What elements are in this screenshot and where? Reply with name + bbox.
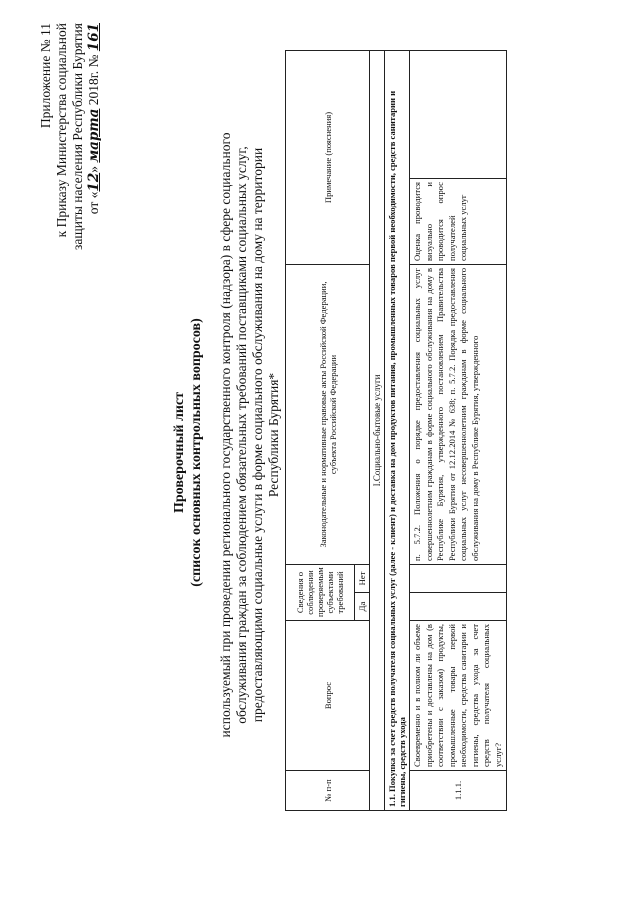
handwritten-day: 12 (86, 172, 102, 192)
header-legal-acts: Законодательные и нормативные правовые акты Российской Федерации, субъекта Российской Федерации (286, 265, 370, 565)
ministry-name: защиты населения Республики Бурятия (70, 23, 85, 250)
appendix-header (38, 23, 102, 293)
section-title: I.Социально-бытовые услуги (370, 50, 385, 810)
section-row (370, 50, 385, 810)
row-yes-cell[interactable] (410, 593, 507, 621)
subsection-title: 1.1. Покупка за счет средств получателя социальных услуг (далее - клиент) и доставка на дом продуктов питания, промышленных товаров первой необходимости, средств санитарии и гигиены, средств ухода (385, 50, 410, 810)
appendix-number: Приложение № 11 (38, 23, 53, 129)
header-question: Вопрос (286, 621, 370, 771)
row-question: Своевременно и в полном ли объеме приобретены и доставлены на дом (в соответствии с заказом) продукты, промышленные товары первой необходимости, средства санитарии и гигиены, средства ухода за счет средств получателя социальных услуг? (410, 621, 507, 771)
order-date-line (86, 23, 102, 293)
table-row (410, 50, 507, 810)
header-no: Нет (355, 565, 370, 593)
subsection-row (385, 50, 410, 810)
intro-text: используемый при проведении регионального государственного контроля (надзора) в сфере социального обслуживания граждан за соблюдением обязательных требований поставщиками социальных услуг, предоставляющими социальные услуги в форме социального обслуживания на дому на территории Республики Бурятия* (218, 132, 281, 738)
row-number: 1.1.1. (410, 771, 507, 811)
handwritten-month: марта (86, 108, 102, 163)
page-title: Проверочный лист (172, 392, 187, 513)
row-empty-cell (410, 50, 507, 178)
header-compliance-info: Сведения о соблюдении проверяемым субъектами требований (286, 565, 355, 621)
checklist-table (285, 50, 507, 811)
page-subtitle: (список основных контрольных вопросов) (189, 318, 204, 587)
row-no-cell[interactable] (410, 565, 507, 593)
date-prefix: от « (86, 191, 101, 215)
row-note: Оценка проводится визуально и проводится опрос получателей социальных услуг (410, 179, 507, 265)
date-mid: » (86, 166, 101, 173)
header-note: Примечание (пояснения) (286, 50, 370, 264)
date-year: 2018г. № (86, 54, 101, 106)
row-legal-acts: п. 5.7.2. Положения о порядке предоставления социальных услуг совершеннолетним гражданам в форме социального обслуживания на дому в Республике Бурятия, утвержденного постановлением Правительства Республики Бурятия от 12.12.2014 № 638; п. 5.7.2. Порядка предоставления социальных услуг несовершеннолетним гражданам в форме социального обслуживания на дому в Республике Бурятия, утвержденного (410, 265, 507, 565)
table-header-row (286, 50, 355, 810)
header-yes: Да (355, 593, 370, 621)
handwritten-number: 161 (86, 23, 102, 52)
header-number: № п-п (286, 771, 370, 811)
order-reference: к Приказу Министерства социальной (54, 23, 69, 238)
